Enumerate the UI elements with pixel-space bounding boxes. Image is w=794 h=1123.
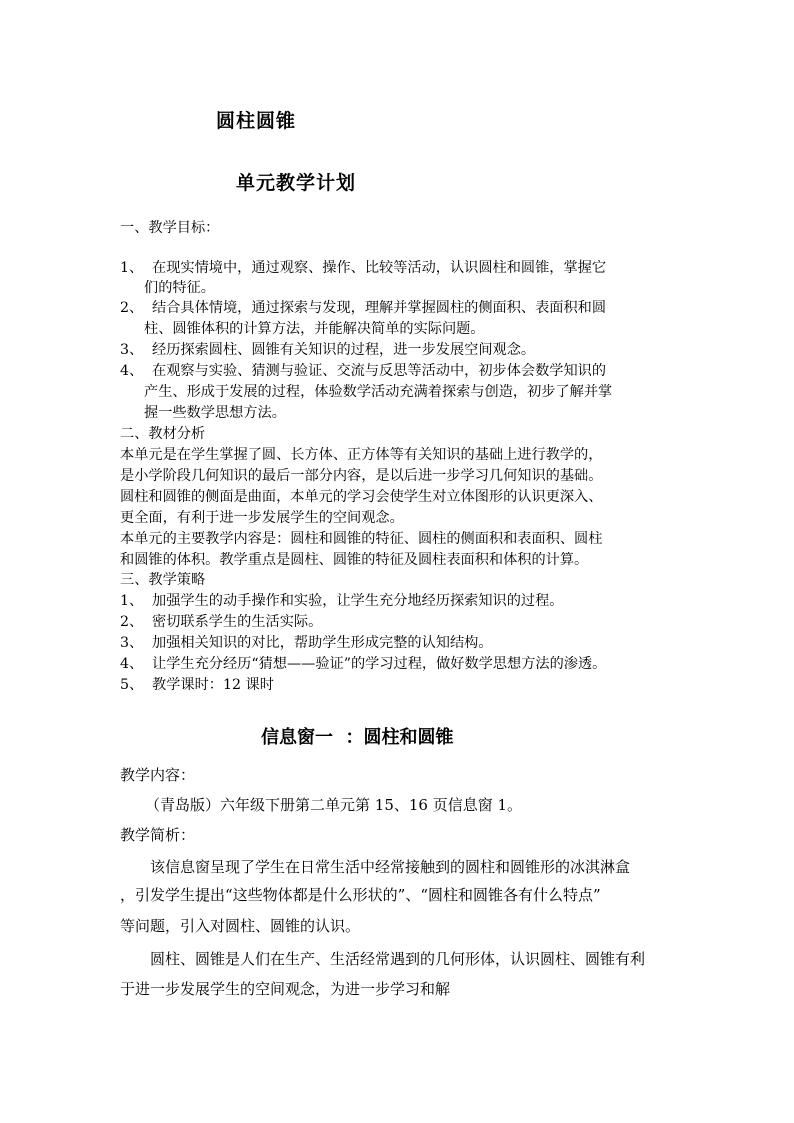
brief-label: 教学简析：: [120, 826, 196, 844]
content-text: （青岛版）六年级下册第二单元第 15、16 页信息窗 1。: [145, 796, 523, 814]
goal-number: 3、: [120, 342, 144, 358]
goal-number: 1、: [120, 260, 144, 276]
strategy-text: 让学生充分经历“猜想——验证”的学习过程，做好数学思想方法的渗透。: [152, 656, 607, 672]
goal-text: 结合具体情境，通过探索与发现，理解并掌握圆柱的侧面积、表面积和圆: [152, 300, 607, 316]
analysis-line: 和圆锥的体积。教学重点是圆柱、圆锥的特征及圆柱表面积和体积的计算。: [120, 552, 589, 568]
strategy-heading: 三、教学策略: [120, 572, 206, 588]
strategy-number: 5、: [120, 677, 144, 693]
paragraph-line: 于进一步发展学生的空间观念，为进一步学习和解: [120, 980, 451, 998]
analysis-heading: 二、教材分析: [120, 426, 206, 442]
goal-item-2-cont: 柱、圆锥体积的计算方法，并能解决简单的实际问题。: [144, 321, 485, 337]
goal-number: 4、: [120, 363, 144, 379]
strategy-number: 3、: [120, 635, 144, 651]
brief-line: 该信息窗呈现了学生在日常生活中经常接触到的圆柱和圆锥形的冰淇淋盒: [150, 858, 631, 876]
strategy-item-5: [120, 675, 274, 695]
strategy-text: 教学课时：12 课时: [152, 677, 274, 693]
goal-item-4-cont: 产生、形成于发展的过程，体验数学活动充满着探索与创造，初步了解并掌: [144, 384, 613, 400]
doc-title: 圆柱圆锥: [216, 110, 297, 132]
goal-text: 在观察与实验、猜测与验证、交流与反思等活动中，初步体会数学知识的: [152, 363, 607, 379]
goal-text: 在现实情境中，通过观察、操作、比较等活动，认识圆柱和圆锥，掌握它: [152, 260, 607, 276]
strategy-number: 4、: [120, 656, 144, 672]
strategy-item-2: [120, 612, 322, 632]
analysis-line: 本单元是在学生掌握了圆、长方体、正方体等有关知识的基础上进行教学的，: [120, 447, 603, 463]
strategy-text: 密切联系学生的生活实际。: [152, 614, 323, 630]
goal-number: 2、: [120, 300, 144, 316]
strategy-number: 2、: [120, 614, 144, 630]
goals-heading: 一、教学目标：: [120, 220, 220, 236]
strategy-text: 加强相关知识的对比，帮助学生形成完整的认知结构。: [152, 635, 493, 651]
analysis-line: 是小学阶段几何知识的最后一部分内容，是以后进一步学习几何知识的基础。: [120, 468, 603, 484]
goal-item-2: [120, 298, 606, 318]
analysis-line: 圆柱和圆锥的侧面是曲面，本单元的学习会使学生对立体图形的认识更深入、: [120, 489, 603, 505]
goal-text: 经历探索圆柱、圆锥有关知识的过程，进一步发展空间观念。: [152, 342, 536, 358]
brief-line: 等问题，引入对圆柱、圆锥的认识。: [120, 917, 361, 935]
brief-line: ，引发学生提出“这些物体都是什么形状的”、“圆柱和圆锥各有什么特点”: [120, 886, 601, 904]
strategy-number: 1、: [120, 593, 144, 609]
goal-item-1: [120, 258, 606, 278]
paragraph-line: 圆柱、圆锥是人们在生产、生活经常遇到的几何形体，认识圆柱、圆锥有利: [150, 950, 646, 968]
section-title: 信息窗一 ：圆柱和圆锥: [261, 727, 454, 748]
content-label: 教学内容：: [120, 766, 196, 784]
strategy-text: 加强学生的动手操作和实验，让学生充分地经历探索知识的过程。: [152, 593, 564, 609]
strategy-item-4: [120, 654, 606, 674]
goal-item-4: [120, 361, 606, 381]
goal-item-4-cont2: 握一些数学思想方法。: [144, 405, 286, 421]
strategy-item-1: [120, 591, 563, 611]
analysis-line: 更全面，有利于进一步发展学生的空间观念。: [120, 510, 404, 526]
analysis-line: 本单元的主要教学内容是：圆柱和圆锥的特征、圆柱的侧面积和表面积、圆柱: [120, 531, 603, 547]
goal-item-3: [120, 340, 535, 360]
goal-item-1-cont: 们的特征。: [144, 280, 215, 296]
strategy-item-3: [120, 633, 493, 653]
doc-subtitle: 单元教学计划: [236, 172, 357, 194]
